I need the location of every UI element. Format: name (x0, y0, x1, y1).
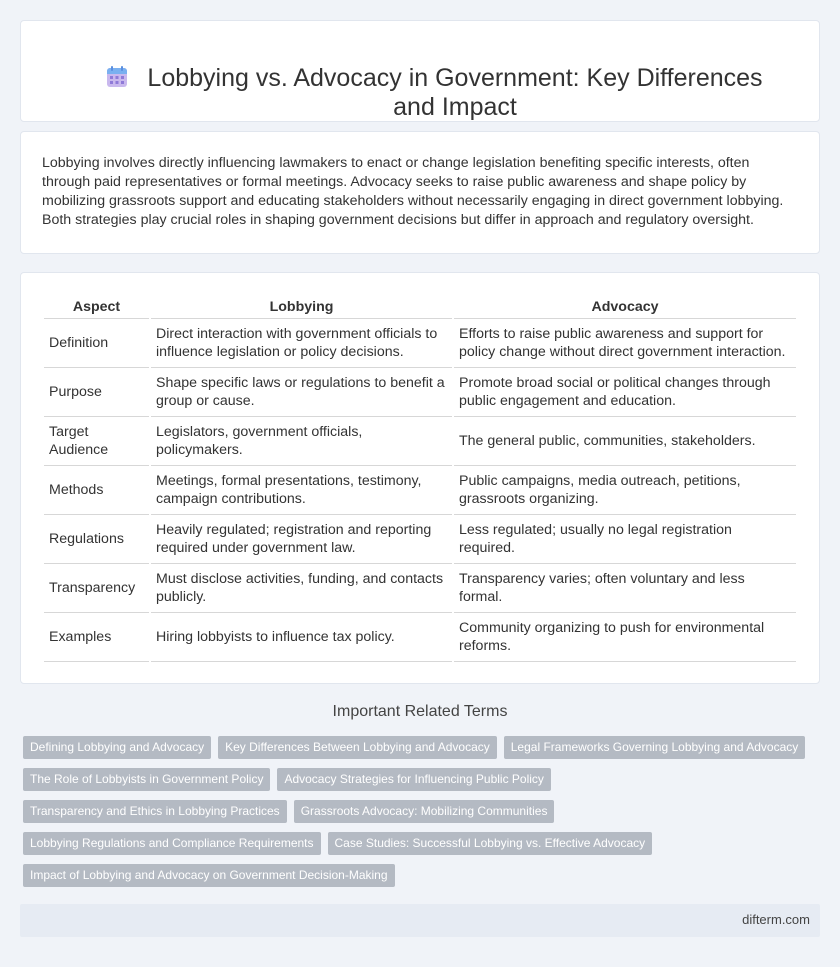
aspect-cell: Examples (44, 613, 149, 662)
lobbying-cell: Shape specific laws or regulations to benefit a group or cause. (151, 368, 452, 417)
table-row (44, 417, 796, 466)
intro-card (20, 131, 820, 254)
calendar-icon (105, 65, 129, 89)
table-row (44, 515, 796, 564)
aspect-cell: Purpose (44, 368, 149, 417)
table-row (44, 564, 796, 613)
page-title: Lobbying vs. Advocacy in Government: Key Differences and Impact (147, 64, 763, 121)
advocacy-cell: Efforts to raise public awareness and support for policy change without direct government interaction. (454, 319, 796, 368)
header-advocacy: Advocacy (454, 296, 796, 319)
advocacy-cell: Less regulated; usually no legal registration required. (454, 515, 796, 564)
header-lobbying: Lobbying (151, 296, 452, 319)
aspect-cell: Target Audience (44, 417, 149, 466)
aspect-cell: Definition (44, 319, 149, 368)
table-row (44, 466, 796, 515)
advocacy-cell: Public campaigns, media outreach, petitions, grassroots organizing. (454, 466, 796, 515)
title-card (20, 20, 820, 122)
related-term-link[interactable]: Legal Frameworks Governing Lobbying and Advocacy (504, 736, 806, 759)
aspect-cell: Transparency (44, 564, 149, 613)
related-term-link[interactable]: Grassroots Advocacy: Mobilizing Communities (294, 800, 555, 823)
related-term-link[interactable]: The Role of Lobbyists in Government Policy (23, 768, 270, 791)
related-term-link[interactable]: Lobbying Regulations and Compliance Requirements (23, 832, 321, 855)
related-term-link[interactable]: Transparency and Ethics in Lobbying Practices (23, 800, 287, 823)
lobbying-cell: Direct interaction with government officials to influence legislation or policy decisions. (151, 319, 452, 368)
table-row (44, 319, 796, 368)
aspect-cell: Regulations (44, 515, 149, 564)
header-aspect: Aspect (44, 296, 149, 319)
lobbying-cell: Legislators, government officials, policymakers. (151, 417, 452, 466)
related-term-link[interactable]: Advocacy Strategies for Influencing Public Policy (277, 768, 550, 791)
lobbying-cell: Hiring lobbyists to influence tax policy. (151, 613, 452, 662)
advocacy-cell: Community organizing to push for environmental reforms. (454, 613, 796, 662)
table-header-row (44, 296, 796, 319)
comparison-table (42, 296, 798, 662)
site-link[interactable]: difterm.com (742, 912, 810, 927)
table-row (44, 613, 796, 662)
related-term-link[interactable]: Key Differences Between Lobbying and Advocacy (218, 736, 497, 759)
related-term-link[interactable]: Case Studies: Successful Lobbying vs. Effective Advocacy (328, 832, 653, 855)
related-term-link[interactable]: Defining Lobbying and Advocacy (23, 736, 211, 759)
lobbying-cell: Must disclose activities, funding, and contacts publicly. (151, 564, 452, 613)
footer (20, 904, 820, 937)
advocacy-cell: The general public, communities, stakeholders. (454, 417, 796, 466)
advocacy-cell: Transparency varies; often voluntary and less formal. (454, 564, 796, 613)
lobbying-cell: Meetings, formal presentations, testimony, campaign contributions. (151, 466, 452, 515)
advocacy-cell: Promote broad social or political changes through public engagement and education. (454, 368, 796, 417)
table-row (44, 368, 796, 417)
lobbying-cell: Heavily regulated; registration and reporting required under government law. (151, 515, 452, 564)
comparison-card (20, 272, 820, 684)
related-terms-list (23, 736, 813, 887)
related-term-link[interactable]: Impact of Lobbying and Advocacy on Government Decision-Making (23, 864, 395, 887)
aspect-cell: Methods (44, 466, 149, 515)
related-terms-heading: Important Related Terms (332, 703, 508, 720)
intro-paragraph: Lobbying involves directly influencing lawmakers to enact or change legislation benefiting specific interests, often through paid representatives or formal meetings. Advocacy seeks to raise public awareness and shape policy by mobilizing grassroots support and educating stakeholders without necessarily engaging in direct government lobbying. Both strategies play crucial roles in shaping government decisions but differ in approach and regulatory oversight. (42, 155, 784, 228)
